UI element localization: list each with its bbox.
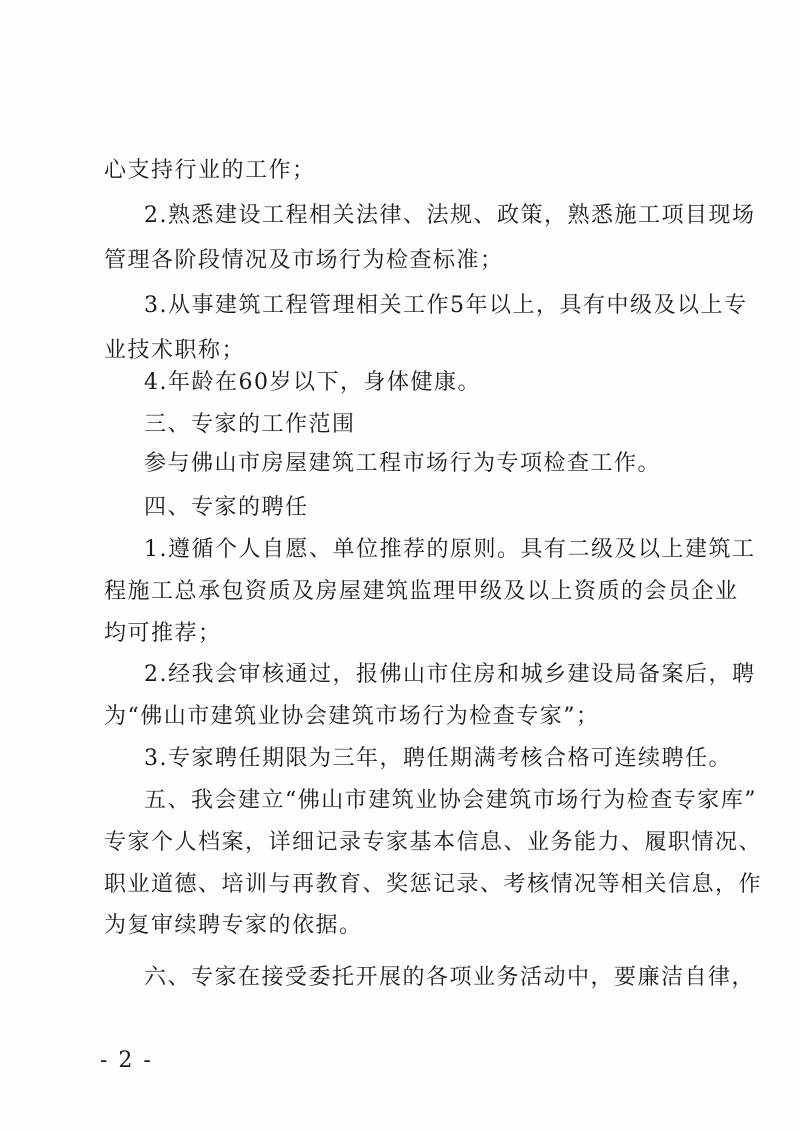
text-line: 3.专家聘任期限为三年，聘任期满考核合格可连续聘任。 [144, 746, 732, 771]
text-line: 均可推荐； [104, 621, 222, 646]
text-line: 管理各阶段情况及市场行为检查标准； [104, 248, 504, 273]
text-line: 2.熟悉建设工程相关法律、法规、政策，熟悉施工项目现场 [144, 203, 756, 228]
page-number: - 2 - [100, 1048, 153, 1073]
section-heading: 四、专家的聘任 [144, 495, 309, 520]
text-line: 1.遵循个人自愿、单位推荐的原则。具有二级及以上建筑工 [144, 537, 756, 562]
text-line: 为复审续聘专家的依据。 [104, 913, 363, 938]
text-line: 专家个人档案，详细记录专家基本信息、业务能力、履职情况、 [104, 830, 763, 855]
text-line: 职业道德、培训与再教育、奖惩记录、考核情况等相关信息，作 [104, 872, 763, 897]
section-heading: 三、专家的工作范围 [144, 412, 356, 437]
text-line: 五、我会建立“佛山市建筑业协会建筑市场行为检查专家库” [144, 788, 757, 813]
text-line: 参与佛山市房屋建筑工程市场行为专项检查工作。 [144, 451, 662, 476]
text-line: 为“佛山市建筑业协会建筑市场行为检查专家”； [104, 704, 600, 729]
text-line: 心支持行业的工作； [104, 158, 316, 183]
text-line: 程施工总承包资质及房屋建筑监理甲级及以上资质的会员企业 [104, 579, 739, 604]
text-line: 2.经我会审核通过，报佛山市住房和城乡建设局备案后，聘 [144, 662, 756, 687]
text-line: 4.年龄在60岁以下，身体健康。 [144, 370, 481, 395]
text-line: 六、专家在接受委托开展的各项业务活动中，要廉洁自律， [144, 965, 756, 990]
text-line: 3.从事建筑工程管理相关工作5年以上，具有中级及以上专 [144, 293, 748, 318]
text-line: 业技术职称； [104, 338, 246, 363]
